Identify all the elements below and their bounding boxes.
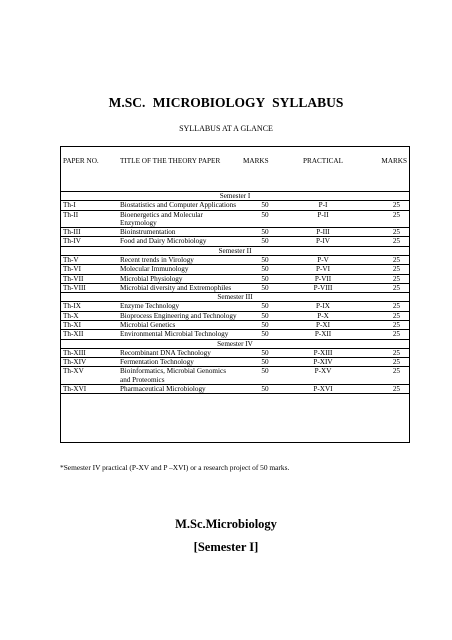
theory-title-cell: Fermentation Technology <box>117 358 240 367</box>
column-header: TITLE OF THE THEORY PAPER <box>117 147 240 192</box>
practical-marks-cell: 25 <box>356 330 410 339</box>
paper-no-cell: Th-XIV <box>60 358 117 367</box>
paper-no-cell: Th-III <box>60 228 117 237</box>
theory-title-cell: Microbial Physiology <box>117 274 240 283</box>
semester-row <box>60 339 410 348</box>
practical-marks-cell: 25 <box>356 274 410 283</box>
paper-no-cell: Th-XII <box>60 330 117 339</box>
practical-cell: P-XIII <box>290 348 356 357</box>
practical-marks-cell: 25 <box>356 283 410 292</box>
semester-label: Semester III <box>60 293 410 302</box>
theory-marks-cell: 50 <box>240 274 290 283</box>
theory-marks-cell: 50 <box>240 384 290 393</box>
paper-no-cell: Th-I <box>60 201 117 210</box>
paper-no-cell: Th-XV <box>60 367 117 385</box>
theory-title-cell: Biostatistics and Computer Applications <box>117 201 240 210</box>
paper-no-cell: Th-X <box>60 311 117 320</box>
theory-title-cell: Recombinant DNA Technology <box>117 348 240 357</box>
paper-no-cell: Th-VIII <box>60 283 117 292</box>
theory-title-cell: Recent trends in Virology <box>117 255 240 264</box>
paper-no-cell: Th-XIII <box>60 348 117 357</box>
table-row <box>60 311 410 320</box>
paper-no-cell: Th-V <box>60 255 117 264</box>
table-row <box>60 320 410 329</box>
semester-row <box>60 192 410 201</box>
theory-marks-cell: 50 <box>240 255 290 264</box>
practical-marks-cell: 25 <box>356 237 410 246</box>
practical-cell: P-X <box>290 311 356 320</box>
theory-title-cell: Environmental Microbial Technology <box>117 330 240 339</box>
theory-title-cell: Enzyme Technology <box>117 302 240 311</box>
theory-title-cell: Bioinstrumentation <box>117 228 240 237</box>
practical-cell: P-XVI <box>290 384 356 393</box>
theory-marks-cell: 50 <box>240 320 290 329</box>
theory-title-cell: Pharmaceutical Microbiology <box>117 384 240 393</box>
semester-row <box>60 246 410 255</box>
semester-label: Semester I <box>60 192 410 201</box>
paper-no-cell: Th-IX <box>60 302 117 311</box>
practical-cell: P-V <box>290 255 356 264</box>
semester-label: Semester II <box>60 246 410 255</box>
theory-title-cell: Molecular Immunology <box>117 265 240 274</box>
table-row <box>60 283 410 292</box>
table-row <box>60 201 410 210</box>
theory-marks-cell: 50 <box>240 367 290 385</box>
practical-marks-cell: 25 <box>356 210 410 228</box>
table-row <box>60 274 410 283</box>
practical-cell: P-II <box>290 210 356 228</box>
practical-cell: P-IX <box>290 302 356 311</box>
table-row <box>60 302 410 311</box>
practical-cell: P-XIV <box>290 358 356 367</box>
table-row <box>60 265 410 274</box>
table-row <box>60 358 410 367</box>
column-header: MARKS <box>356 147 410 192</box>
practical-marks-cell: 25 <box>356 201 410 210</box>
practical-marks-cell: 25 <box>356 320 410 329</box>
practical-marks-cell: 25 <box>356 358 410 367</box>
table-row <box>60 348 410 357</box>
document-title: M.SC. MICROBIOLOGY SYLLABUS <box>108 95 344 110</box>
practical-cell: P-III <box>290 228 356 237</box>
theory-marks-cell: 50 <box>240 265 290 274</box>
theory-marks-cell: 50 <box>240 228 290 237</box>
theory-marks-cell: 50 <box>240 201 290 210</box>
table-row <box>60 237 410 246</box>
practical-marks-cell: 25 <box>356 265 410 274</box>
theory-marks-cell: 50 <box>240 237 290 246</box>
theory-title-cell: Food and Dairy Microbiology <box>117 237 240 246</box>
table-header-row <box>60 147 410 192</box>
paper-no-cell: Th-XVI <box>60 384 117 393</box>
practical-marks-cell: 25 <box>356 228 410 237</box>
practical-marks-cell: 25 <box>356 311 410 320</box>
syllabus-table <box>60 146 410 394</box>
table-row <box>60 255 410 264</box>
table-row <box>60 384 410 393</box>
theory-title-cell: Bioenergetics and Molecular Enzymology <box>117 210 240 228</box>
theory-title-cell: Microbial diversity and Extremophiles <box>117 283 240 292</box>
theory-marks-cell: 50 <box>240 283 290 292</box>
practical-marks-cell: 25 <box>356 302 410 311</box>
table-row <box>60 228 410 237</box>
theory-title-cell: Bioinformatics, Microbial Genomics and Proteomics <box>117 367 240 385</box>
table-row <box>60 367 410 385</box>
theory-marks-cell: 50 <box>240 302 290 311</box>
theory-marks-cell: 50 <box>240 348 290 357</box>
practical-cell: P-VII <box>290 274 356 283</box>
column-header: MARKS <box>240 147 290 192</box>
table-row <box>60 210 410 228</box>
theory-marks-cell: 50 <box>240 358 290 367</box>
course-heading: M.Sc.Microbiology <box>175 517 277 531</box>
theory-title-cell: Microbial Genetics <box>117 320 240 329</box>
semester-label: Semester IV <box>60 339 410 348</box>
document-subtitle: SYLLABUS AT A GLANCE <box>179 124 273 133</box>
practical-cell: P-XI <box>290 320 356 329</box>
paper-no-cell: Th-VI <box>60 265 117 274</box>
paper-no-cell: Th-II <box>60 210 117 228</box>
practical-cell: P-XV <box>290 367 356 385</box>
column-header: PRACTICAL <box>290 147 356 192</box>
practical-cell: P-XII <box>290 330 356 339</box>
practical-cell: P-VI <box>290 265 356 274</box>
semester-heading: [Semester I] <box>193 540 259 554</box>
practical-marks-cell: 25 <box>356 255 410 264</box>
practical-cell: P-VIII <box>290 283 356 292</box>
column-header: PAPER NO. <box>60 147 117 192</box>
practical-marks-cell: 25 <box>356 348 410 357</box>
practical-marks-cell: 25 <box>356 384 410 393</box>
paper-no-cell: Th-IV <box>60 237 117 246</box>
practical-marks-cell: 25 <box>356 367 410 385</box>
theory-title-cell: Bioprocess Engineering and Technology <box>117 311 240 320</box>
theory-marks-cell: 50 <box>240 210 290 228</box>
semester-row <box>60 293 410 302</box>
practical-cell: P-IV <box>290 237 356 246</box>
paper-no-cell: Th-XI <box>60 320 117 329</box>
theory-marks-cell: 50 <box>240 330 290 339</box>
footnote: *Semester IV practical (P-XV and P –XVI) or a research project of 50 marks. <box>60 463 290 472</box>
practical-cell: P-I <box>290 201 356 210</box>
table-row <box>60 330 410 339</box>
theory-marks-cell: 50 <box>240 311 290 320</box>
paper-no-cell: Th-VII <box>60 274 117 283</box>
